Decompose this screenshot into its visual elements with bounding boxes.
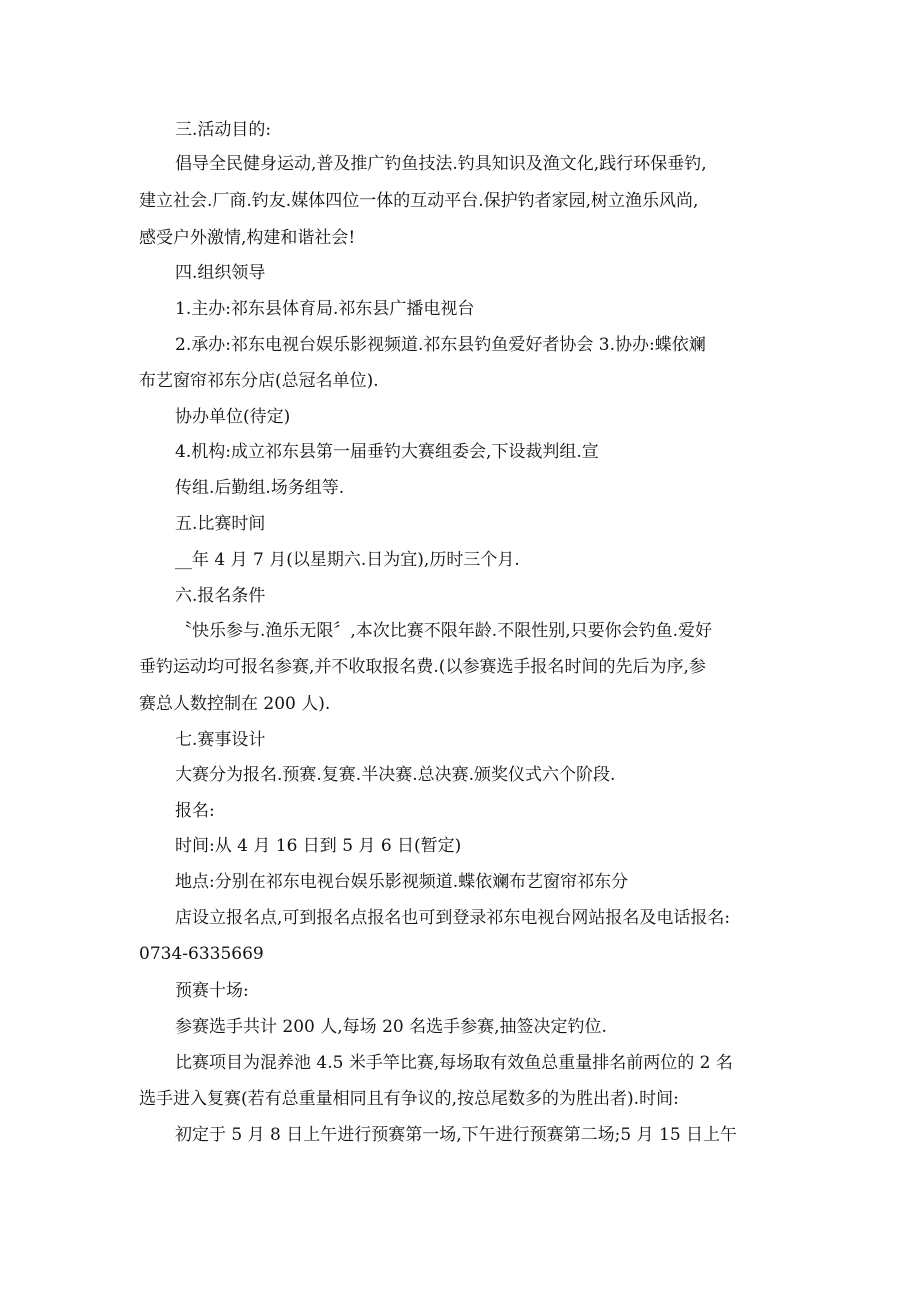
paragraph-line: __年 4 月 7 月(以星期六.日为宜),历时三个月.: [175, 550, 520, 570]
paragraph-line: 4.机构:成立祁东县第一届垂钓大赛组委会,下设裁判组.宣: [175, 442, 599, 462]
paragraph-line: 店设立报名点,可到报名点报名也可到登录祁东电视台网站报名及电话报名:: [175, 908, 731, 928]
paragraph-line: 地点:分别在祁东电视台娱乐影视频道.蝶依斓布艺窗帘祁东分: [175, 872, 629, 892]
paragraph-line: 大赛分为报名.预赛.复赛.半决赛.总决赛.颁奖仪式六个阶段.: [175, 765, 616, 785]
paragraph-line: 初定于 5 月 8 日上午进行预赛第一场,下午进行预赛第二场;5 月 15 日上午: [175, 1125, 738, 1145]
paragraph-line: 建立社会.厂商.钓友.媒体四位一体的互动平台.保护钓者家园,树立渔乐风尚,: [139, 191, 699, 211]
paragraph-line: 2.承办:祁东电视台娱乐影视频道.祁东县钓鱼爱好者协会 3.协办:蝶依斓: [175, 335, 706, 355]
paragraph-line: 参赛选手共计 200 人,每场 20 名选手参赛,抽签决定钓位.: [175, 1017, 607, 1037]
paragraph-line: 倡导全民健身运动,普及推广钓鱼技法.钓具知识及渔文化,践行环保垂钓,: [175, 154, 707, 174]
paragraph-line: 传组.后勤组.场务组等.: [175, 478, 345, 498]
paragraph-line: 选手进入复赛(若有总重量相同且有争议的,按总尾数多的为胜出者).时间:: [139, 1089, 679, 1109]
paragraph-line: 赛总人数控制在 200 人).: [139, 694, 331, 714]
section-heading: 七.赛事设计: [175, 730, 266, 750]
paragraph-line: 预赛十场:: [175, 981, 249, 1001]
paragraph-line: 1.主办:祁东县体育局.祁东县广播电视台: [175, 299, 475, 319]
paragraph-line: 感受户外激情,构建和谐社会!: [139, 228, 356, 248]
section-heading: 三.活动目的:: [175, 120, 272, 140]
paragraph-line: 报名:: [175, 801, 215, 821]
paragraph-line: 时间:从 4 月 16 日到 5 月 6 日(暂定): [175, 836, 462, 856]
section-heading: 六.报名条件: [175, 586, 266, 606]
paragraph-line: 〝快乐参与.渔乐无限〞,本次比赛不限年龄.不限性别,只要你会钓鱼.爱好: [175, 621, 713, 641]
phone-number: 0734-6335669: [139, 944, 264, 964]
paragraph-line: 垂钓运动均可报名参赛,并不收取报名费.(以参赛选手报名时间的先后为序,参: [139, 657, 706, 677]
section-heading: 五.比赛时间: [175, 514, 266, 534]
paragraph-line: 协办单位(待定): [175, 407, 291, 427]
section-heading: 四.组织领导: [175, 263, 266, 283]
paragraph-line: 布艺窗帘祁东分店(总冠名单位).: [139, 371, 379, 391]
paragraph-line: 比赛项目为混养池 4.5 米手竿比赛,每场取有效鱼总重量排名前两位的 2 名: [175, 1053, 733, 1073]
